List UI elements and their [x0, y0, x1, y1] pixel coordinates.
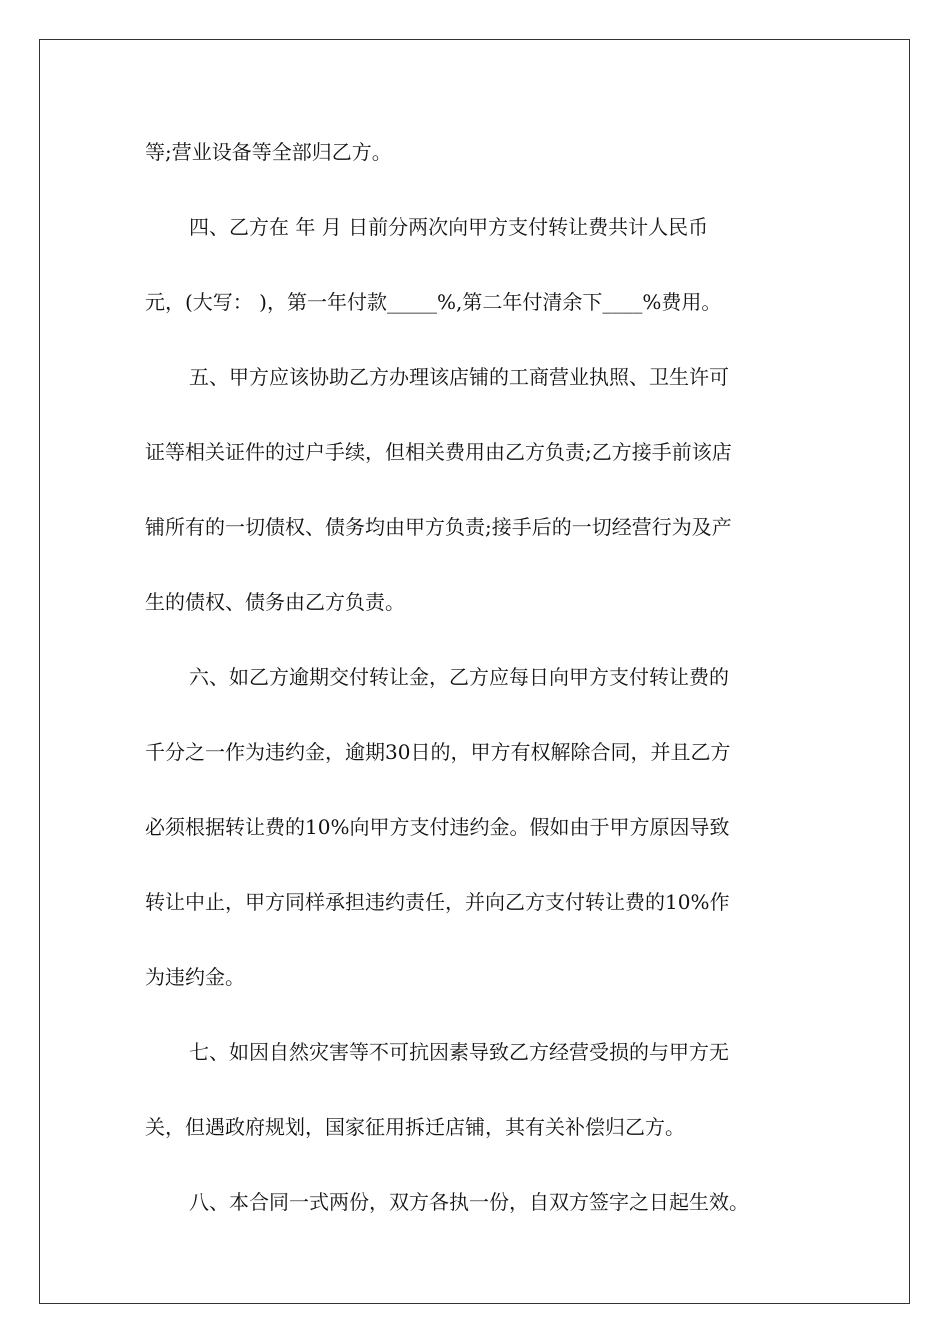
text-line: 为违约金。 [145, 965, 245, 989]
text-line: 元，(大写： )，第一年付款_____%,第二年付清余下____%费用。 [145, 290, 722, 314]
clause-8-heading-line: 八、本合同一式两份，双方各执一份，自双方签字之日起生效。 [189, 1190, 749, 1214]
text-line: 生的债权、债务由乙方负责。 [145, 590, 405, 614]
text-line: 证等相关证件的过户手续，但相关费用由乙方负责;乙方接手前该店 [145, 440, 732, 464]
clause-5-heading-line: 五、甲方应该协助乙方办理该店铺的工商营业执照、卫生许可 [189, 365, 729, 389]
text-line: 关，但遇政府规划，国家征用拆迁店铺，其有关补偿归乙方。 [145, 1115, 685, 1139]
clause-6-heading-line: 六、如乙方逾期交付转让金，乙方应每日向甲方支付转让费的 [189, 665, 729, 689]
clause-7-heading-line: 七、如因自然灾害等不可抗因素导致乙方经营受损的与甲方无 [189, 1040, 729, 1064]
text-line: 等;营业设备等全部归乙方。 [145, 140, 392, 164]
text-line: 必须根据转让费的10%向甲方支付违约金。假如由于甲方原因导致 [145, 815, 730, 839]
clause-4-heading-line: 四、乙方在 年 月 日前分两次向甲方支付转让费共计人民币 [189, 215, 709, 239]
text-line: 千分之一作为违约金，逾期30日的，甲方有权解除合同，并且乙方 [145, 740, 731, 764]
text-line: 铺所有的一切债权、债务均由甲方负责;接手后的一切经营行为及产 [145, 515, 732, 539]
text-line: 转让中止，甲方同样承担违约责任，并向乙方支付转让费的10%作 [145, 890, 730, 914]
